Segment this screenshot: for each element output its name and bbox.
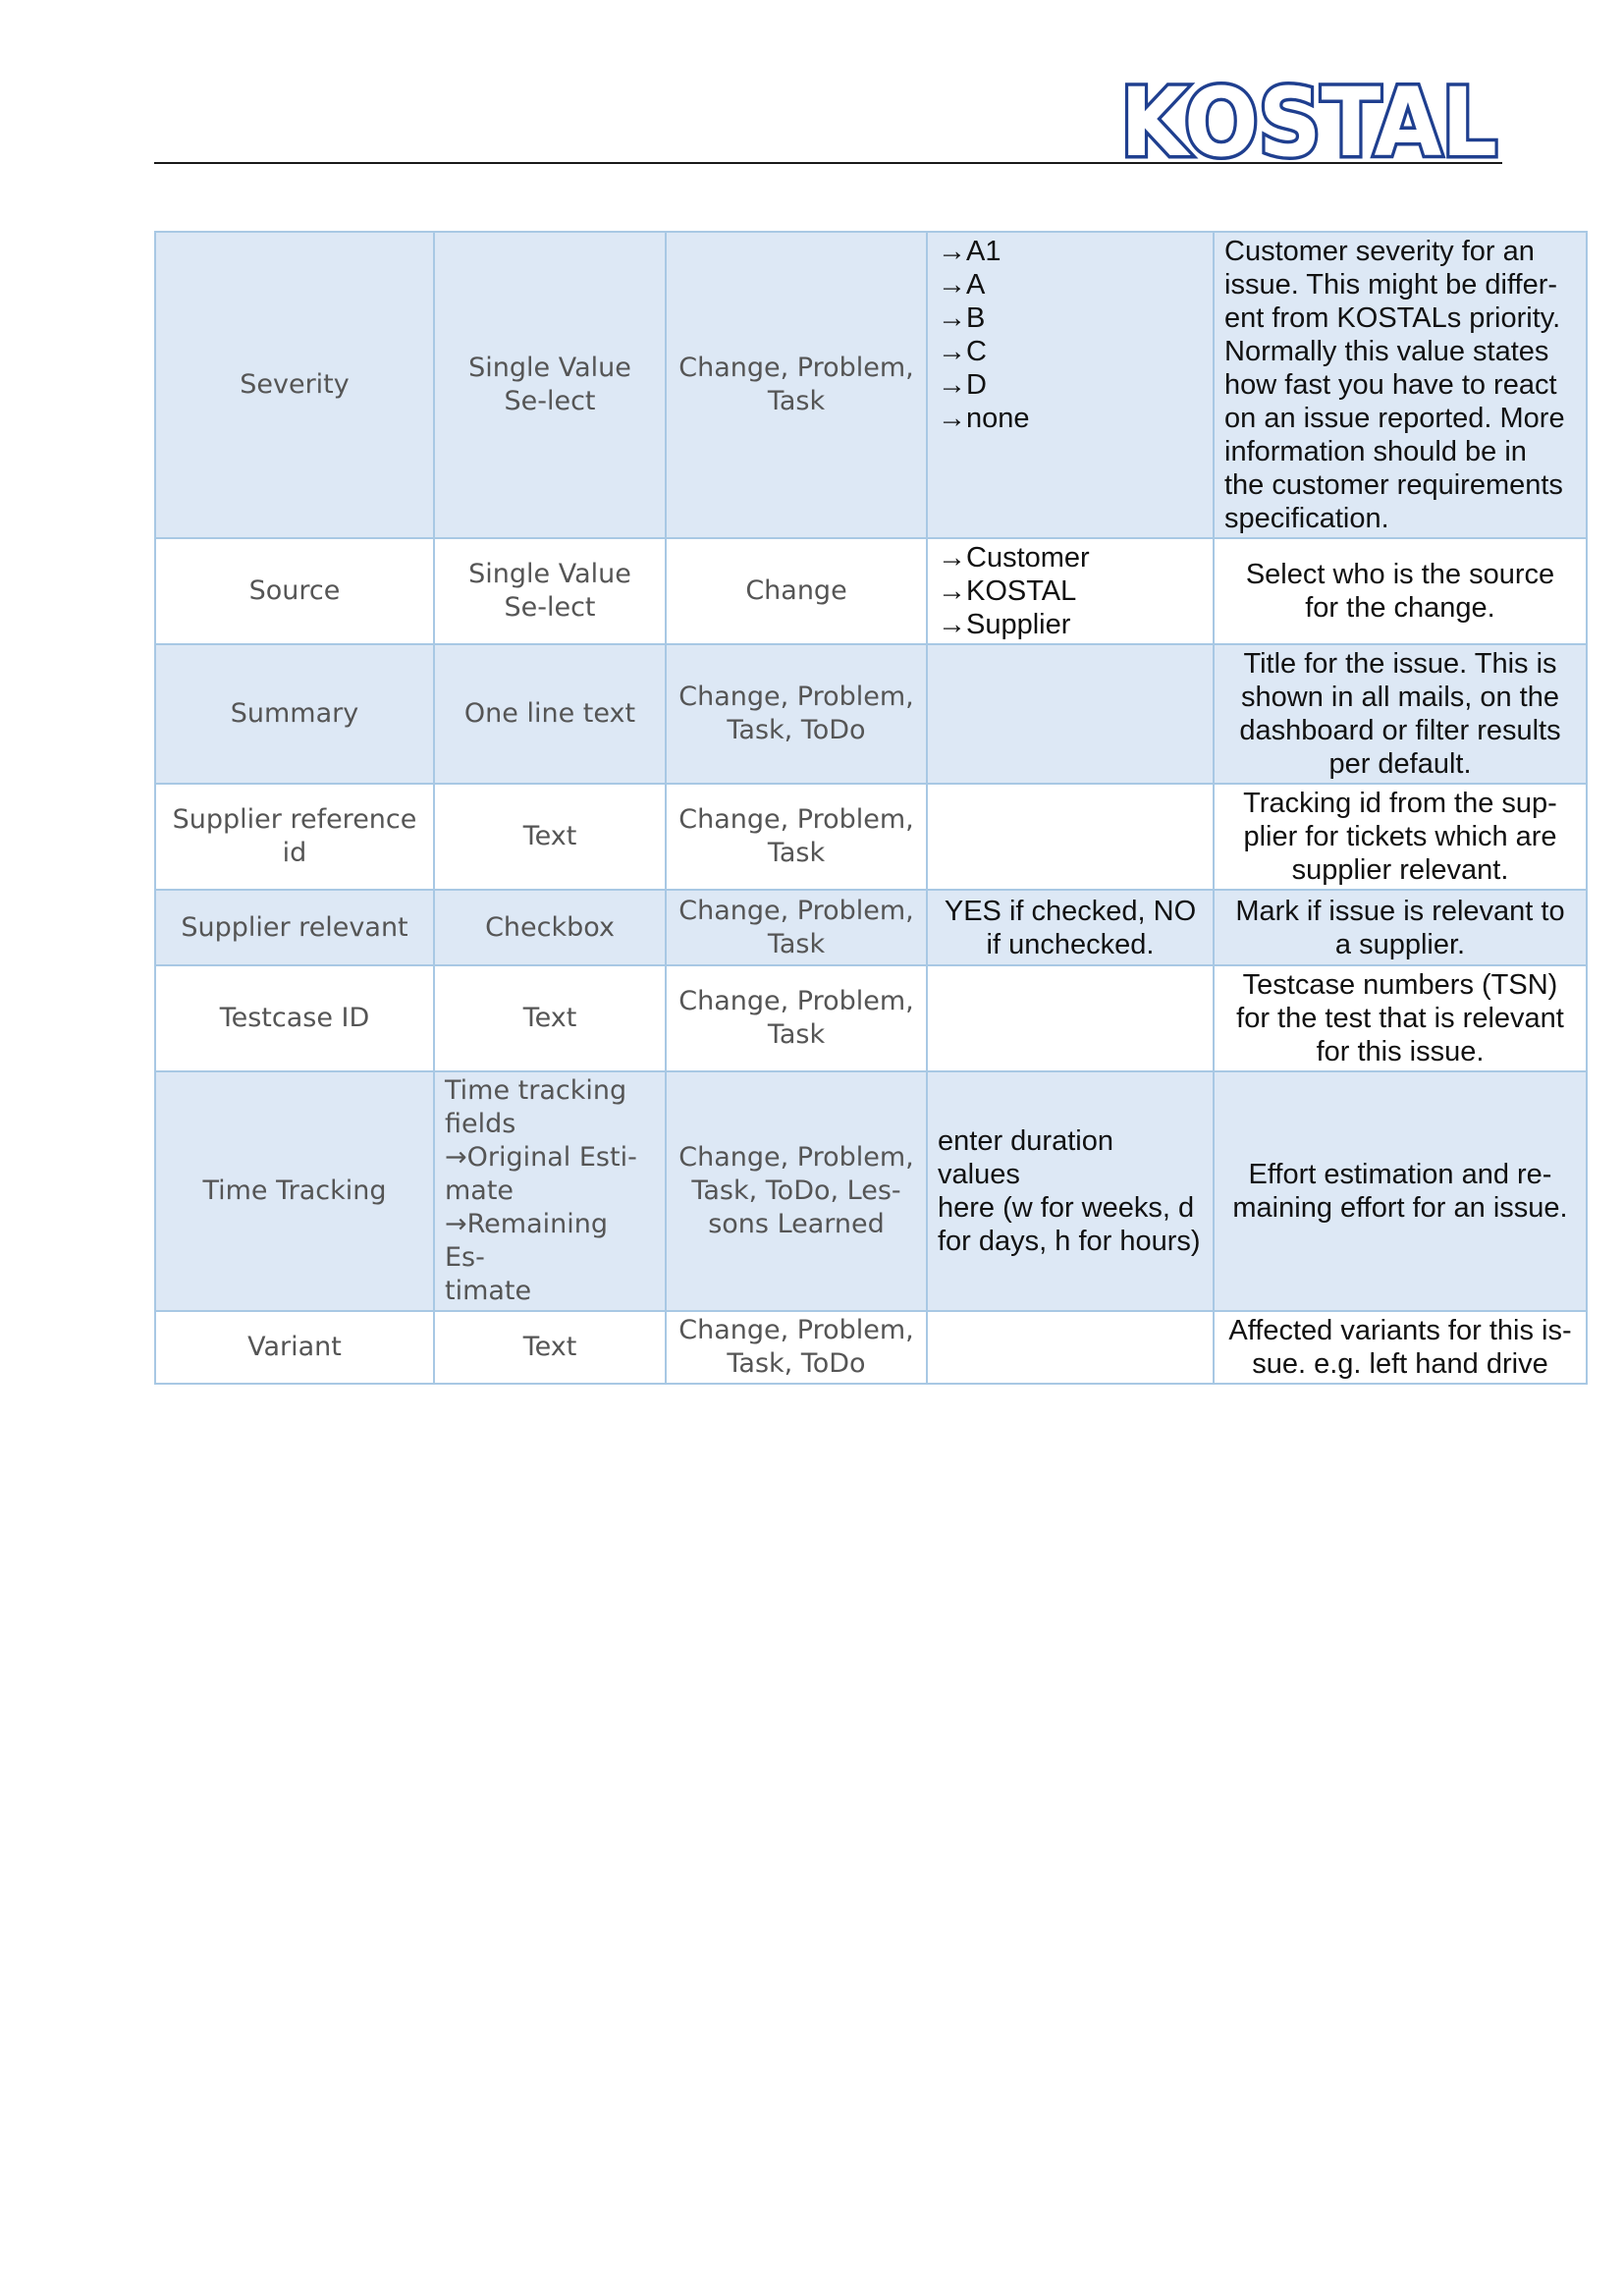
field-name: Variant bbox=[155, 1311, 434, 1384]
field-values: YES if checked, NO if unchecked. bbox=[927, 890, 1214, 965]
field-description: Affected variants for this is- sue. e.g. left hand drive bbox=[1214, 1311, 1587, 1384]
field-values bbox=[927, 1311, 1214, 1384]
field-issue-types: Change, Problem, Task bbox=[666, 965, 927, 1071]
field-issue-types: Change, Problem, Task bbox=[666, 890, 927, 965]
field-name: Testcase ID bbox=[155, 965, 434, 1071]
field-type: Single Value Se-lect bbox=[434, 232, 666, 538]
field-issue-types: Change bbox=[666, 538, 927, 644]
field-issue-types: Change, Problem, Task bbox=[666, 232, 927, 538]
field-name: Time Tracking bbox=[155, 1071, 434, 1311]
field-name: Summary bbox=[155, 644, 434, 784]
field-name: Source bbox=[155, 538, 434, 644]
field-description: Title for the issue. This is shown in all mails, on the dashboard or filter results per default. bbox=[1214, 644, 1587, 784]
field-type: Time tracking fields →Original Esti- mate →Remaining Es- timate bbox=[434, 1071, 666, 1311]
field-type: Text bbox=[434, 965, 666, 1071]
field-values bbox=[927, 644, 1214, 784]
field-description: Effort estimation and re- maining effort for an issue. bbox=[1214, 1071, 1587, 1311]
table-row bbox=[155, 538, 1587, 644]
field-type: Single Value Se-lect bbox=[434, 538, 666, 644]
field-description: Mark if issue is relevant to a supplier. bbox=[1214, 890, 1587, 965]
table-row bbox=[155, 890, 1587, 965]
field-name: Severity bbox=[155, 232, 434, 538]
table-row bbox=[155, 1311, 1587, 1384]
table-row bbox=[155, 232, 1587, 538]
field-issue-types: Change, Problem, Task, ToDo bbox=[666, 1311, 927, 1384]
field-values bbox=[927, 965, 1214, 1071]
field-description: Customer severity for an issue. This might be differ- ent from KOSTALs priority. Normally this value states how fast you have to react on an issue reported. More information should be in the customer requirements specification. bbox=[1214, 232, 1587, 538]
table-row bbox=[155, 644, 1587, 784]
field-name: Supplier reference id bbox=[155, 784, 434, 890]
header-rule bbox=[154, 162, 1502, 164]
field-values: enter duration values here (w for weeks, d for days, h for hours) bbox=[927, 1071, 1214, 1311]
field-values: →A1 →A →B →C →D →none bbox=[927, 232, 1214, 538]
field-type: Checkbox bbox=[434, 890, 666, 965]
field-type: One line text bbox=[434, 644, 666, 784]
field-description: Select who is the source for the change. bbox=[1214, 538, 1587, 644]
kostal-logo bbox=[1117, 79, 1500, 167]
field-values bbox=[927, 784, 1214, 890]
table-row bbox=[155, 1071, 1587, 1311]
logo-text: KOSTAL bbox=[1120, 79, 1497, 167]
field-type: Text bbox=[434, 784, 666, 890]
fields-table bbox=[154, 231, 1588, 1385]
field-issue-types: Change, Problem, Task, ToDo, Les-sons Learned bbox=[666, 1071, 927, 1311]
field-description: Tracking id from the sup- plier for tickets which are supplier relevant. bbox=[1214, 784, 1587, 890]
table-row bbox=[155, 965, 1587, 1071]
field-issue-types: Change, Problem, Task bbox=[666, 784, 927, 890]
field-values: →Customer →KOSTAL →Supplier bbox=[927, 538, 1214, 644]
table-row bbox=[155, 784, 1587, 890]
field-issue-types: Change, Problem, Task, ToDo bbox=[666, 644, 927, 784]
field-name: Supplier relevant bbox=[155, 890, 434, 965]
field-type: Text bbox=[434, 1311, 666, 1384]
field-description: Testcase numbers (TSN) for the test that is relevant for this issue. bbox=[1214, 965, 1587, 1071]
